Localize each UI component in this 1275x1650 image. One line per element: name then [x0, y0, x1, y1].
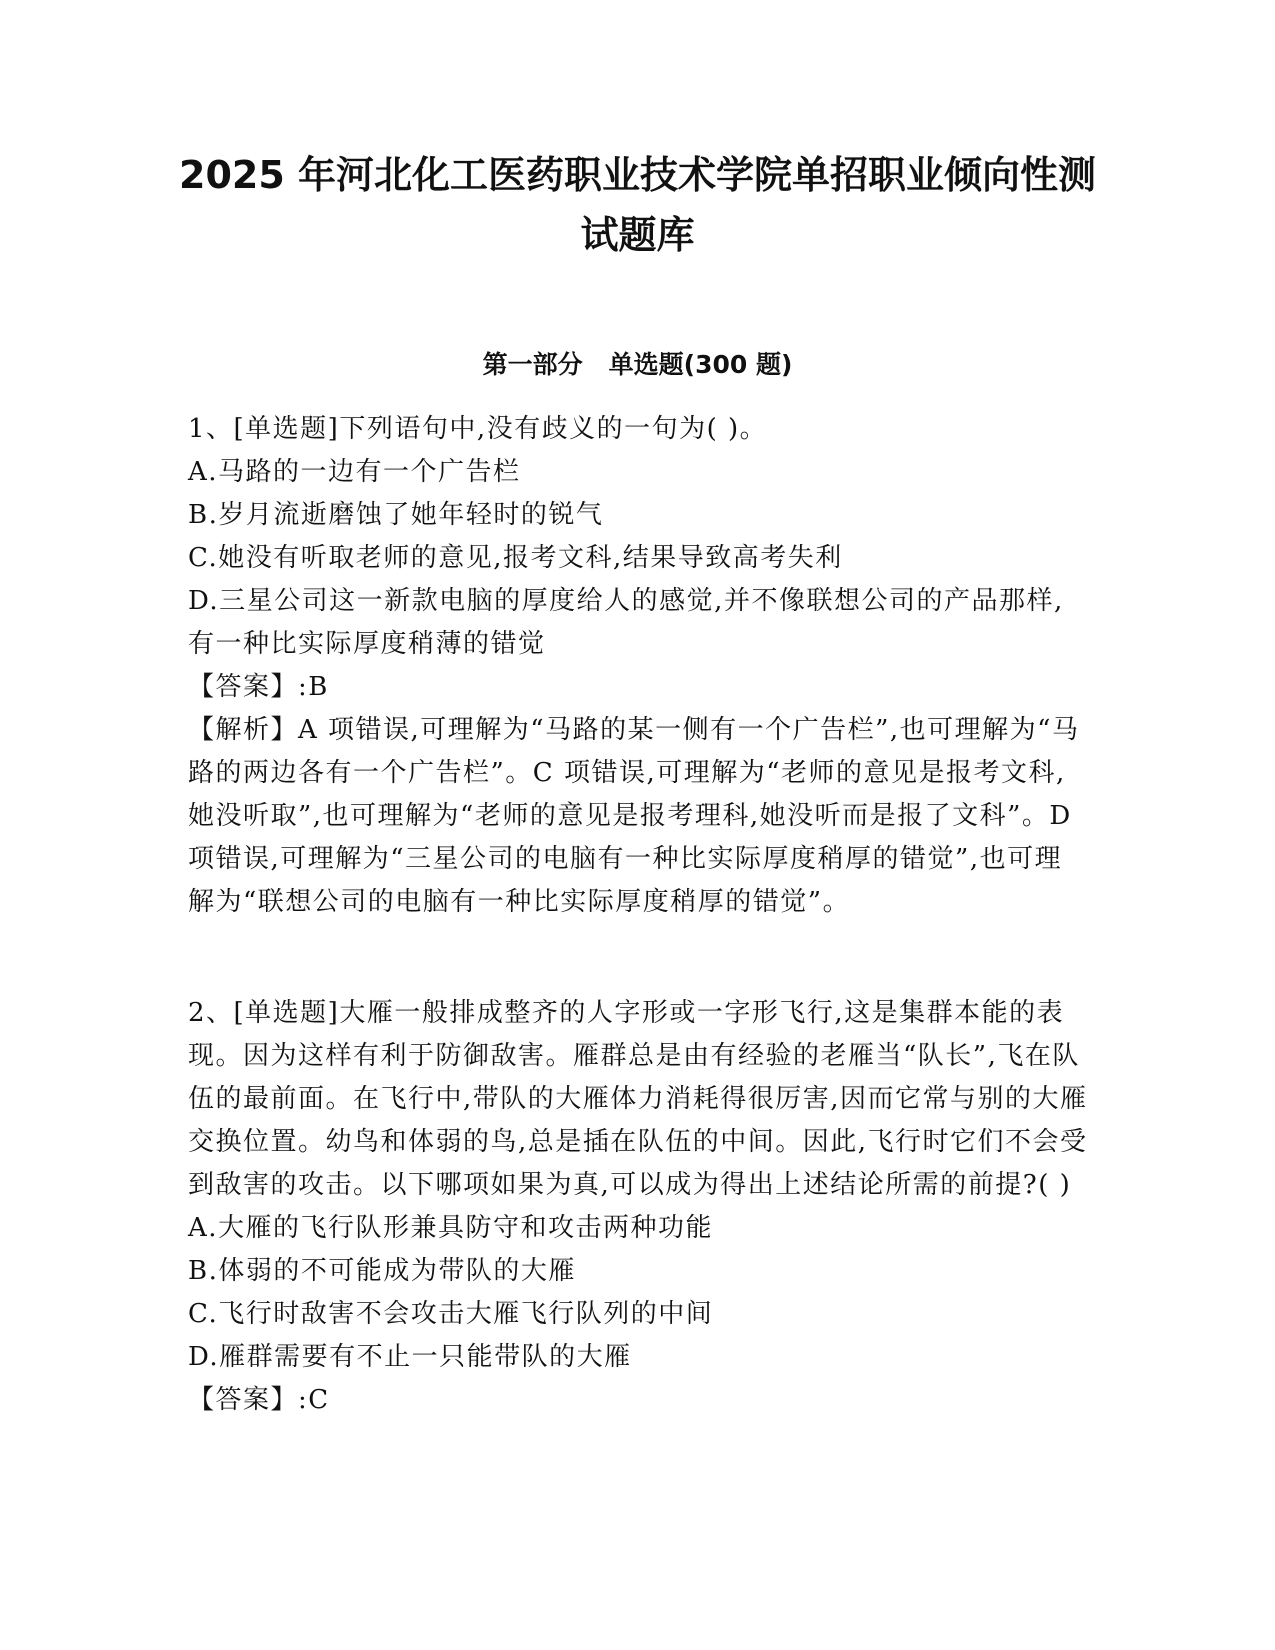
- document-title: [140, 145, 1135, 265]
- option-d: D.三星公司这一新款电脑的厚度给人的感觉,并不像联想公司的产品那样,有一种比实际厚度稍薄的错觉: [188, 586, 1064, 659]
- option-b: B.岁月流逝磨蚀了她年轻时的锐气: [188, 500, 604, 530]
- analysis: 【解析】A 项错误,可理解为“马路的某一侧有一个广告栏”,也可理解为“马路的两边各有一个广告栏”。C 项错误,可理解为“老师的意见是报考文科,她没听取”,也可理解为“老师的意见是报考理科,她没听而是报了文科”。D 项错误,可理解为“三星公司的电脑有一种比实际厚度稍厚的错觉”,也可理解为“联想公司的电脑有一种比实际厚度稍厚的错觉”。: [188, 715, 1080, 917]
- option-c: C.飞行时敌害不会攻击大雁飞行队列的中间: [188, 1299, 714, 1329]
- document-title-line-1: 2025 年河北化工医药职业技术学院单招职业倾向性测: [179, 153, 1096, 197]
- option-a: A.大雁的飞行队形兼具防守和攻击两种功能: [188, 1213, 714, 1243]
- document-title-line-2: 试题库: [580, 213, 695, 257]
- option-a: A.马路的一边有一个广告栏: [188, 457, 521, 487]
- answer: 【答案】:C: [188, 1385, 330, 1415]
- option-b: B.体弱的不可能成为带队的大雁: [188, 1256, 576, 1286]
- question-stem: 2、[单选题]大雁一般排成整齐的人字形或一字形飞行,这是集群本能的表现。因为这样有利于防御敌害。雁群总是由有经验的老雁当“队长”,飞在队伍的最前面。在飞行中,带队的大雁体力消耗得很厉害,因而它常与别的大雁交换位置。幼鸟和体弱的鸟,总是插在队伍的中间。因此,飞行时它们不会受到敌害的攻击。以下哪项如果为真,可以成为得出上述结论所需的前提?( ): [188, 998, 1088, 1200]
- section-title: 第一部分 单选题(300 题): [482, 350, 793, 379]
- question-2: [188, 992, 1088, 1422]
- question-stem: 1、[单选题]下列语句中,没有歧义的一句为( )。: [188, 414, 768, 444]
- question-1: [188, 408, 1088, 924]
- answer: 【答案】:B: [188, 672, 329, 702]
- option-d: D.雁群需要有不止一只能带队的大雁: [188, 1342, 632, 1372]
- option-c: C.她没有听取老师的意见,报考文科,结果导致高考失利: [188, 543, 843, 573]
